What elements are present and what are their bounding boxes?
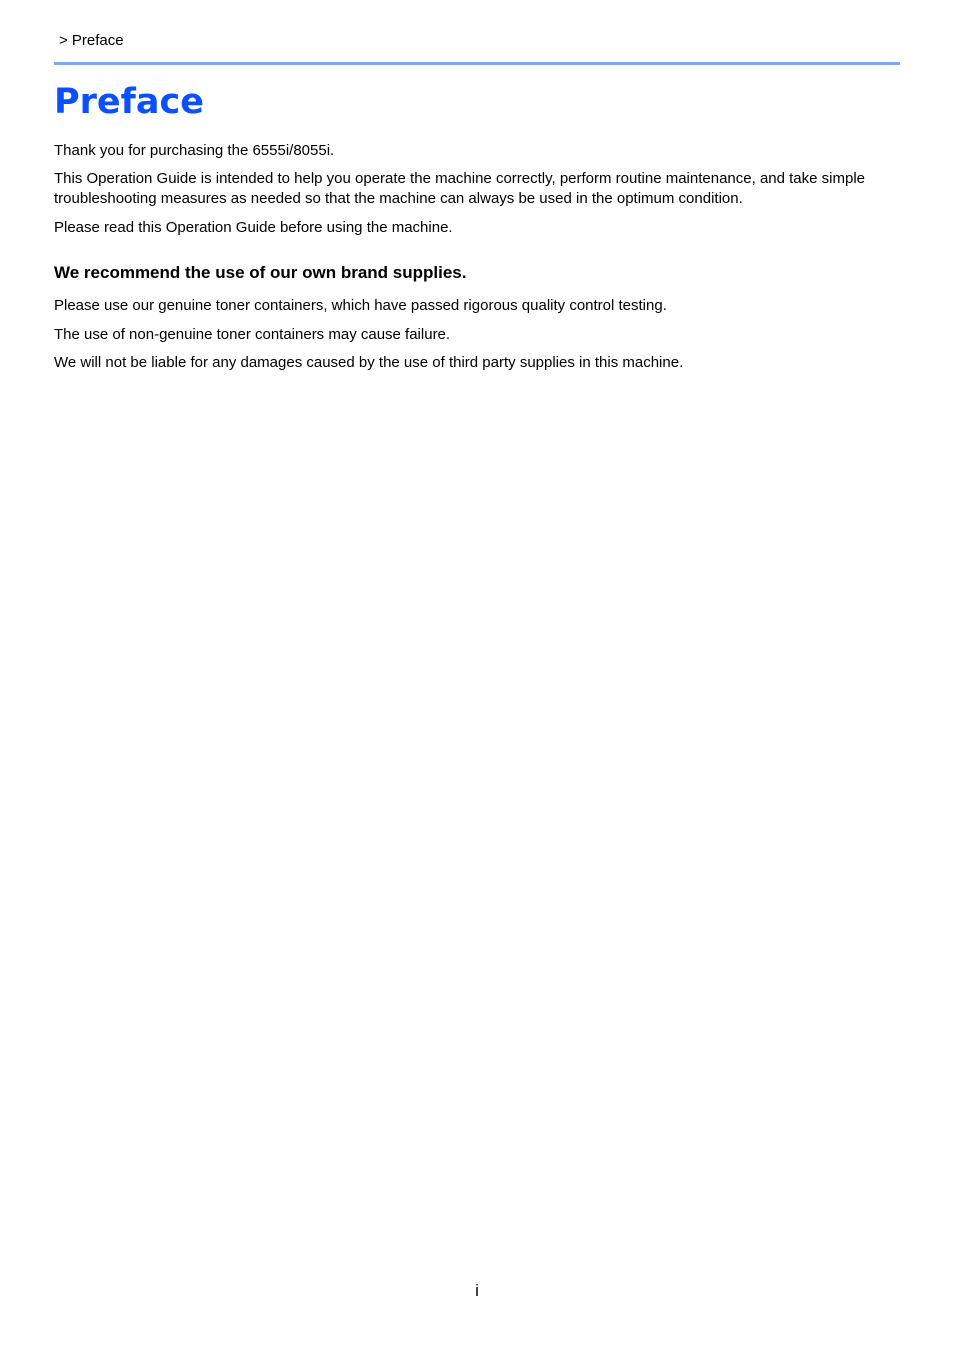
page-title: Preface <box>54 82 204 122</box>
supplies-paragraph-liability: We will not be liable for any damages caused by the use of third party supplies in this machine. <box>54 354 684 371</box>
section-heading-supplies: We recommend the use of our own brand supplies. <box>54 263 467 282</box>
page-number: i <box>475 1281 479 1300</box>
page-content <box>54 141 900 373</box>
intro-paragraph-purpose: This Operation Guide is intended to help you operate the machine correctly, perform routine maintenance, and take simple troubleshooting measures as needed so that the machine can always be used in the optimum condition. <box>54 170 866 207</box>
intro-paragraph-thanks: Thank you for purchasing the 6555i/8055i. <box>54 142 335 159</box>
breadcrumb: > Preface <box>59 32 124 49</box>
supplies-paragraph-genuine: Please use our genuine toner containers, which have passed rigorous quality control testing. <box>54 297 667 314</box>
supplies-paragraph-failure: The use of non-genuine toner containers may cause failure. <box>54 326 451 343</box>
header-rule <box>54 62 900 65</box>
intro-paragraph-read: Please read this Operation Guide before using the machine. <box>54 219 453 236</box>
